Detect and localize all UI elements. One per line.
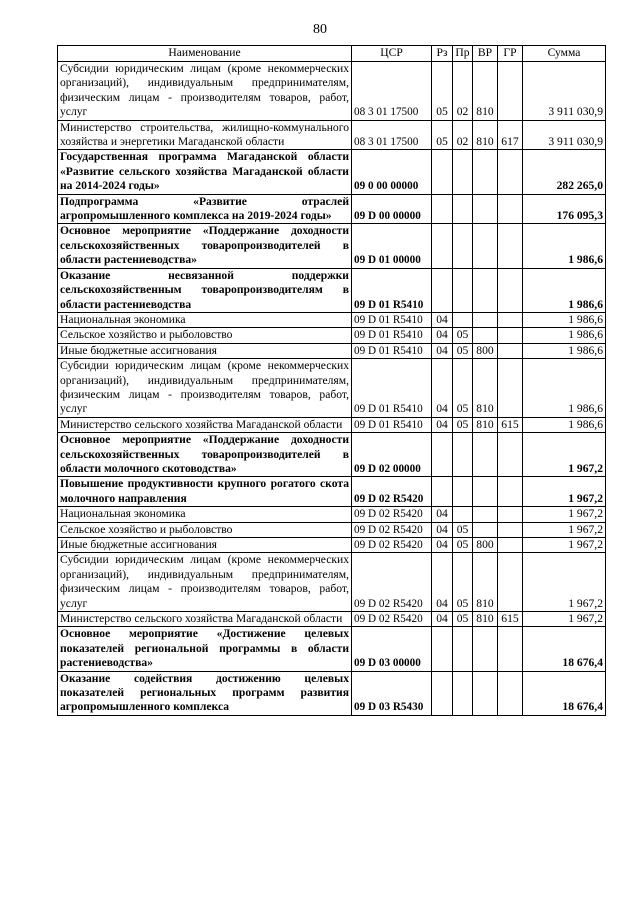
cell-gr bbox=[498, 328, 523, 343]
table-row bbox=[58, 671, 606, 715]
cell-pr bbox=[453, 507, 473, 522]
header-vr: ВР bbox=[473, 46, 498, 62]
cell-sum: 1 986,6 bbox=[523, 417, 606, 432]
cell-gr: 615 bbox=[498, 417, 523, 432]
cell-rz bbox=[432, 150, 453, 194]
cell-name: Оказание содействия достижению целевых показателей региональных программ развития агропромышленного комплекса bbox=[58, 671, 352, 715]
cell-sum: 1 967,2 bbox=[523, 538, 606, 553]
cell-name: Сельское хозяйство и рыболовство bbox=[58, 328, 352, 343]
cell-sum: 282 265,0 bbox=[523, 150, 606, 194]
cell-vr bbox=[473, 507, 498, 522]
cell-name: Министерство строительства, жилищно-коммунального хозяйства и энергетики Магаданской области bbox=[58, 120, 352, 150]
cell-csr: 09 D 01 R5410 bbox=[352, 359, 432, 418]
cell-rz bbox=[432, 194, 453, 224]
cell-pr bbox=[453, 627, 473, 671]
cell-name: Иные бюджетные ассигнования bbox=[58, 343, 352, 358]
cell-sum: 18 676,4 bbox=[523, 627, 606, 671]
table-row bbox=[58, 433, 606, 477]
cell-csr: 09 D 02 R5420 bbox=[352, 477, 432, 507]
cell-name: Основное мероприятие «Достижение целевых показателей региональной программы в области растениеводства» bbox=[58, 627, 352, 671]
cell-name: Национальная экономика bbox=[58, 312, 352, 327]
cell-pr bbox=[453, 150, 473, 194]
header-rz: Рз bbox=[432, 46, 453, 62]
cell-csr: 08 3 01 17500 bbox=[352, 62, 432, 121]
cell-rz: 04 bbox=[432, 417, 453, 432]
cell-pr: 05 bbox=[453, 522, 473, 537]
cell-sum: 1 967,2 bbox=[523, 522, 606, 537]
cell-vr bbox=[473, 150, 498, 194]
cell-pr bbox=[453, 224, 473, 268]
cell-gr: 617 bbox=[498, 120, 523, 150]
cell-vr bbox=[473, 312, 498, 327]
cell-pr: 05 bbox=[453, 359, 473, 418]
cell-gr bbox=[498, 477, 523, 507]
table-header-row bbox=[58, 46, 606, 62]
cell-gr bbox=[498, 343, 523, 358]
cell-vr bbox=[473, 433, 498, 477]
header-csr: ЦСР bbox=[352, 46, 432, 62]
cell-vr bbox=[473, 328, 498, 343]
cell-name: Национальная экономика bbox=[58, 507, 352, 522]
cell-gr bbox=[498, 553, 523, 612]
cell-csr: 09 D 01 R5410 bbox=[352, 328, 432, 343]
cell-gr bbox=[498, 538, 523, 553]
cell-csr: 09 D 03 R5430 bbox=[352, 671, 432, 715]
cell-csr: 09 D 02 R5420 bbox=[352, 522, 432, 537]
cell-name: Сельское хозяйство и рыболовство bbox=[58, 522, 352, 537]
cell-vr bbox=[473, 224, 498, 268]
cell-vr: 810 bbox=[473, 62, 498, 121]
cell-vr bbox=[473, 671, 498, 715]
cell-csr: 09 D 01 R5410 bbox=[352, 343, 432, 358]
cell-vr: 810 bbox=[473, 612, 498, 627]
cell-pr: 05 bbox=[453, 343, 473, 358]
table-row bbox=[58, 343, 606, 358]
cell-name: Министерство сельского хозяйства Магаданской области bbox=[58, 417, 352, 432]
cell-vr bbox=[473, 194, 498, 224]
cell-name: Министерство сельского хозяйства Магаданской области bbox=[58, 612, 352, 627]
table-row bbox=[58, 477, 606, 507]
cell-rz bbox=[432, 627, 453, 671]
table-row bbox=[58, 312, 606, 327]
cell-pr: 05 bbox=[453, 553, 473, 612]
cell-sum: 1 986,6 bbox=[523, 224, 606, 268]
page-number: 80 bbox=[313, 22, 327, 37]
table-row bbox=[58, 538, 606, 553]
cell-pr bbox=[453, 268, 473, 312]
table-row bbox=[58, 417, 606, 432]
cell-gr bbox=[498, 507, 523, 522]
cell-sum: 1 967,2 bbox=[523, 553, 606, 612]
cell-csr: 09 D 00 00000 bbox=[352, 194, 432, 224]
cell-vr: 800 bbox=[473, 538, 498, 553]
cell-gr bbox=[498, 522, 523, 537]
cell-vr: 810 bbox=[473, 553, 498, 612]
table-row bbox=[58, 522, 606, 537]
table-row bbox=[58, 62, 606, 121]
cell-vr: 800 bbox=[473, 343, 498, 358]
cell-name: Иные бюджетные ассигнования bbox=[58, 538, 352, 553]
cell-sum: 1 967,2 bbox=[523, 477, 606, 507]
cell-gr bbox=[498, 224, 523, 268]
cell-name: Субсидии юридическим лицам (кроме некоммерческих организаций), индивидуальным предпринимателям, физическим лицам - производителям товаров, работ, услуг bbox=[58, 62, 352, 121]
cell-gr bbox=[498, 359, 523, 418]
cell-rz: 04 bbox=[432, 612, 453, 627]
cell-gr bbox=[498, 627, 523, 671]
table-row bbox=[58, 507, 606, 522]
cell-rz: 04 bbox=[432, 312, 453, 327]
header-name: Наименование bbox=[58, 46, 352, 62]
cell-rz: 04 bbox=[432, 328, 453, 343]
cell-gr bbox=[498, 671, 523, 715]
cell-sum: 3 911 030,9 bbox=[523, 62, 606, 121]
cell-csr: 08 3 01 17500 bbox=[352, 120, 432, 150]
cell-gr bbox=[498, 312, 523, 327]
cell-rz: 04 bbox=[432, 553, 453, 612]
cell-rz bbox=[432, 224, 453, 268]
cell-name: Государственная программа Магаданской области «Развитие сельского хозяйства Магаданской области на 2014-2024 годы» bbox=[58, 150, 352, 194]
cell-sum: 3 911 030,9 bbox=[523, 120, 606, 150]
cell-pr: 02 bbox=[453, 62, 473, 121]
cell-csr: 09 D 01 R5410 bbox=[352, 417, 432, 432]
cell-rz: 04 bbox=[432, 343, 453, 358]
cell-csr: 09 D 01 R5410 bbox=[352, 312, 432, 327]
cell-rz: 04 bbox=[432, 538, 453, 553]
cell-vr: 810 bbox=[473, 120, 498, 150]
cell-rz bbox=[432, 433, 453, 477]
cell-name: Основное мероприятие «Поддержание доходности сельскохозяйственных товаропроизводителей в области молочного скотоводства» bbox=[58, 433, 352, 477]
cell-gr bbox=[498, 194, 523, 224]
cell-csr: 09 D 01 00000 bbox=[352, 224, 432, 268]
cell-rz: 04 bbox=[432, 507, 453, 522]
cell-gr bbox=[498, 268, 523, 312]
cell-csr: 09 D 02 R5420 bbox=[352, 553, 432, 612]
cell-rz bbox=[432, 477, 453, 507]
cell-sum: 1 986,6 bbox=[523, 359, 606, 418]
header-pr: Пр bbox=[453, 46, 473, 62]
cell-rz: 04 bbox=[432, 522, 453, 537]
cell-rz bbox=[432, 671, 453, 715]
header-sum: Сумма bbox=[523, 46, 606, 62]
cell-csr: 09 0 00 00000 bbox=[352, 150, 432, 194]
cell-pr: 05 bbox=[453, 328, 473, 343]
cell-pr: 02 bbox=[453, 120, 473, 150]
cell-gr bbox=[498, 433, 523, 477]
cell-sum: 1 967,2 bbox=[523, 612, 606, 627]
cell-sum: 1 986,6 bbox=[523, 328, 606, 343]
cell-rz: 05 bbox=[432, 120, 453, 150]
table-row bbox=[58, 224, 606, 268]
cell-rz: 05 bbox=[432, 62, 453, 121]
cell-name: Основное мероприятие «Поддержание доходности сельскохозяйственных товаропроизводителей в области растениеводства» bbox=[58, 224, 352, 268]
cell-vr bbox=[473, 477, 498, 507]
cell-name: Субсидии юридическим лицам (кроме некоммерческих организаций), индивидуальным предпринимателям, физическим лицам - производителям товаров, работ, услуг bbox=[58, 553, 352, 612]
cell-gr: 615 bbox=[498, 612, 523, 627]
cell-pr bbox=[453, 433, 473, 477]
table-row bbox=[58, 194, 606, 224]
cell-sum: 1 967,2 bbox=[523, 507, 606, 522]
cell-sum: 1 986,6 bbox=[523, 343, 606, 358]
cell-sum: 1 986,6 bbox=[523, 312, 606, 327]
cell-sum: 18 676,4 bbox=[523, 671, 606, 715]
table-row bbox=[58, 359, 606, 418]
cell-csr: 09 D 02 R5420 bbox=[352, 538, 432, 553]
table-row bbox=[58, 553, 606, 612]
budget-table bbox=[57, 45, 606, 716]
table-row bbox=[58, 328, 606, 343]
cell-csr: 09 D 02 R5420 bbox=[352, 612, 432, 627]
cell-sum: 1 967,2 bbox=[523, 433, 606, 477]
table-row bbox=[58, 627, 606, 671]
cell-name: Подпрограмма «Развитие отраслей агропромышленного комплекса на 2019-2024 годы» bbox=[58, 194, 352, 224]
cell-vr bbox=[473, 268, 498, 312]
cell-vr bbox=[473, 627, 498, 671]
cell-name: Оказание несвязанной поддержки сельскохозяйственным товаропроизводителям в области растениеводства bbox=[58, 268, 352, 312]
cell-rz bbox=[432, 268, 453, 312]
cell-sum: 176 095,3 bbox=[523, 194, 606, 224]
cell-pr: 05 bbox=[453, 417, 473, 432]
header-gr: ГР bbox=[498, 46, 523, 62]
table-row bbox=[58, 120, 606, 150]
cell-gr bbox=[498, 62, 523, 121]
cell-csr: 09 D 01 R5410 bbox=[352, 268, 432, 312]
cell-gr bbox=[498, 150, 523, 194]
cell-pr bbox=[453, 194, 473, 224]
cell-pr bbox=[453, 671, 473, 715]
cell-csr: 09 D 02 00000 bbox=[352, 433, 432, 477]
cell-pr bbox=[453, 312, 473, 327]
cell-rz: 04 bbox=[432, 359, 453, 418]
cell-vr bbox=[473, 522, 498, 537]
table-row bbox=[58, 612, 606, 627]
cell-sum: 1 986,6 bbox=[523, 268, 606, 312]
cell-pr: 05 bbox=[453, 538, 473, 553]
cell-pr: 05 bbox=[453, 612, 473, 627]
cell-name: Повышение продуктивности крупного рогатого скота молочного направления bbox=[58, 477, 352, 507]
cell-csr: 09 D 03 00000 bbox=[352, 627, 432, 671]
cell-csr: 09 D 02 R5420 bbox=[352, 507, 432, 522]
cell-vr: 810 bbox=[473, 417, 498, 432]
cell-pr bbox=[453, 477, 473, 507]
table-row bbox=[58, 268, 606, 312]
cell-name: Субсидии юридическим лицам (кроме некоммерческих организаций), индивидуальным предпринимателям, физическим лицам - производителям товаров, работ, услуг bbox=[58, 359, 352, 418]
table-row bbox=[58, 150, 606, 194]
cell-vr: 810 bbox=[473, 359, 498, 418]
